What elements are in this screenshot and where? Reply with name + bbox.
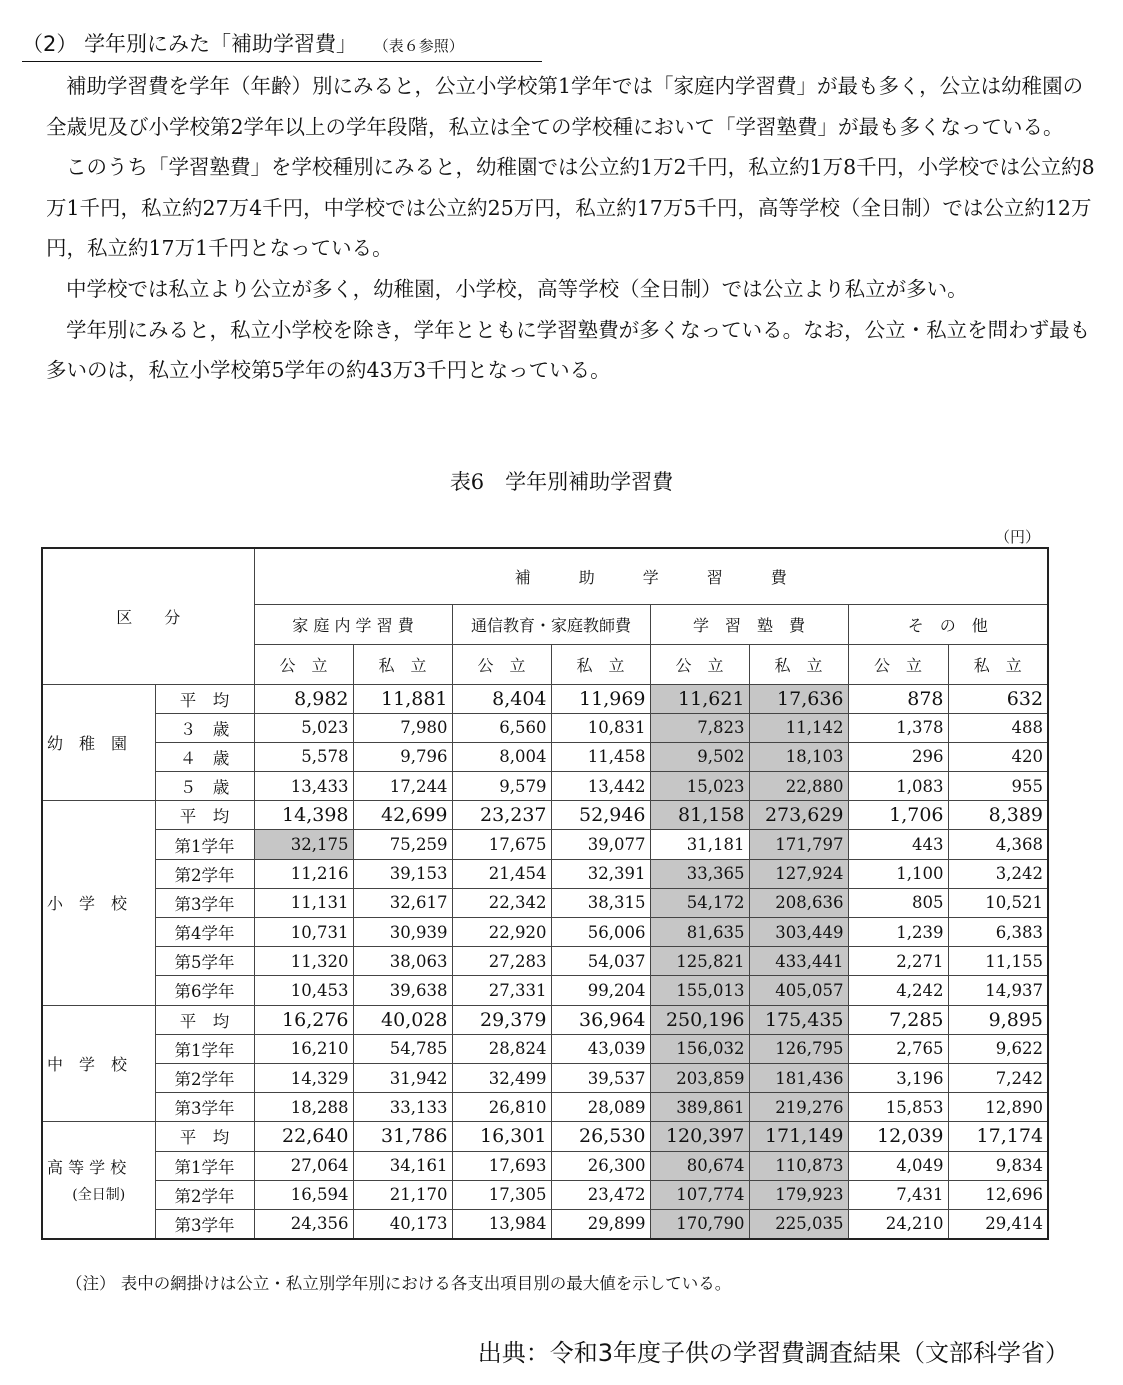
- value-cell: 1,239: [848, 918, 948, 947]
- value-cell: 1,706: [848, 801, 948, 830]
- school-type-label: [42, 684, 155, 801]
- value-cell: 296: [848, 742, 948, 771]
- value-cell: 11,320: [254, 947, 353, 976]
- value-cell: 10,731: [254, 918, 353, 947]
- value-cell: 6,560: [452, 713, 551, 742]
- value-cell: 27,064: [254, 1151, 353, 1180]
- value-cell: 9,895: [948, 1005, 1048, 1034]
- value-cell: 14,329: [254, 1063, 353, 1092]
- table-row: [42, 947, 1048, 976]
- value-cell: 433,441: [749, 947, 848, 976]
- value-cell: 4,368: [948, 830, 1048, 859]
- value-cell: 26,300: [551, 1151, 650, 1180]
- school-type-label: [42, 1122, 155, 1239]
- value-cell: 12,039: [848, 1122, 948, 1151]
- private-header: 私 立: [948, 644, 1048, 684]
- value-cell: 14,937: [948, 976, 1048, 1005]
- value-cell: 1,083: [848, 772, 948, 801]
- value-cell: 5,578: [254, 742, 353, 771]
- value-cell: 31,786: [353, 1122, 452, 1151]
- value-cell: 40,173: [353, 1209, 452, 1238]
- value-cell: 5,023: [254, 713, 353, 742]
- value-cell: 36,964: [551, 1005, 650, 1034]
- value-cell: 16,210: [254, 1034, 353, 1063]
- division-header: 区 分: [42, 548, 254, 684]
- value-cell: 9,834: [948, 1151, 1048, 1180]
- value-cell: 54,785: [353, 1034, 452, 1063]
- value-cell: 9,502: [650, 742, 749, 771]
- value-cell: 13,433: [254, 772, 353, 801]
- value-cell: 443: [848, 830, 948, 859]
- value-cell: 171,149: [749, 1122, 848, 1151]
- value-cell: 42,699: [353, 801, 452, 830]
- value-cell: 878: [848, 684, 948, 713]
- row-label: ３ 歳: [155, 713, 254, 742]
- group-header: 補 助 学 習 費: [254, 548, 1048, 604]
- table-row: [42, 1063, 1048, 1092]
- value-cell: 11,216: [254, 859, 353, 888]
- value-cell: 32,391: [551, 859, 650, 888]
- row-label: 第3学年: [155, 888, 254, 917]
- value-cell: 13,442: [551, 772, 650, 801]
- value-cell: 31,181: [650, 830, 749, 859]
- value-cell: 11,969: [551, 684, 650, 713]
- table-row: [42, 1034, 1048, 1063]
- value-cell: 389,861: [650, 1093, 749, 1122]
- school-type-name: 高 等 学 校: [47, 1158, 127, 1178]
- value-cell: 28,824: [452, 1034, 551, 1063]
- value-cell: 16,276: [254, 1005, 353, 1034]
- value-cell: 39,638: [353, 976, 452, 1005]
- private-header: 私 立: [551, 644, 650, 684]
- table-row: [42, 742, 1048, 771]
- value-cell: 56,006: [551, 918, 650, 947]
- table-row: [42, 1093, 1048, 1122]
- average-row: [42, 1005, 1048, 1034]
- row-label: 第4学年: [155, 918, 254, 947]
- value-cell: 75,259: [353, 830, 452, 859]
- value-cell: 81,635: [650, 918, 749, 947]
- table-row: [42, 918, 1048, 947]
- category-header: そ の 他: [848, 604, 1048, 644]
- heading-ref: （表６参照）: [373, 37, 464, 55]
- public-header: 公 立: [650, 644, 749, 684]
- value-cell: 488: [948, 713, 1048, 742]
- value-cell: 15,023: [650, 772, 749, 801]
- value-cell: 29,899: [551, 1209, 650, 1238]
- heading-title: 学年別にみた「補助学習費」: [84, 32, 358, 56]
- row-label: 第2学年: [155, 1063, 254, 1092]
- value-cell: 155,013: [650, 976, 749, 1005]
- value-cell: 26,810: [452, 1093, 551, 1122]
- school-type-name: 中 学 校: [47, 1054, 128, 1074]
- source-citation: 出典：令和3年度子供の学習費調査結果（文部科学省）: [477, 1339, 1069, 1367]
- value-cell: 9,622: [948, 1034, 1048, 1063]
- value-cell: 10,521: [948, 888, 1048, 917]
- value-cell: 8,404: [452, 684, 551, 713]
- value-cell: 17,305: [452, 1180, 551, 1209]
- value-cell: 54,172: [650, 888, 749, 917]
- table-row: [42, 713, 1048, 742]
- value-cell: 11,142: [749, 713, 848, 742]
- value-cell: 27,283: [452, 947, 551, 976]
- value-cell: 219,276: [749, 1093, 848, 1122]
- value-cell: 9,579: [452, 772, 551, 801]
- value-cell: 15,853: [848, 1093, 948, 1122]
- average-row: [42, 801, 1048, 830]
- value-cell: 8,982: [254, 684, 353, 713]
- value-cell: 11,881: [353, 684, 452, 713]
- table-body: [42, 684, 1048, 1239]
- school-type-name: 小 学 校: [47, 894, 128, 914]
- average-row: [42, 1122, 1048, 1151]
- value-cell: 2,765: [848, 1034, 948, 1063]
- value-cell: 80,674: [650, 1151, 749, 1180]
- row-label: 第1学年: [155, 830, 254, 859]
- value-cell: 22,920: [452, 918, 551, 947]
- table-row: [42, 772, 1048, 801]
- value-cell: 10,453: [254, 976, 353, 1005]
- value-cell: 17,244: [353, 772, 452, 801]
- value-cell: 17,174: [948, 1122, 1048, 1151]
- value-cell: 23,472: [551, 1180, 650, 1209]
- value-cell: 120,397: [650, 1122, 749, 1151]
- paragraph: 学年別にみると，私立小学校を除き，学年とともに学習塾費が多くなっている。なお，公立・私立を問わず最も多いのは，私立小学校第5学年の約43万3千円となっている。: [46, 317, 1091, 383]
- value-cell: 81,158: [650, 801, 749, 830]
- category-header: 通信教育・家庭教師費: [452, 604, 650, 644]
- value-cell: 127,924: [749, 859, 848, 888]
- value-cell: 39,537: [551, 1063, 650, 1092]
- category-header: 学 習 塾 費: [650, 604, 848, 644]
- value-cell: 27,331: [452, 976, 551, 1005]
- value-cell: 2,271: [848, 947, 948, 976]
- private-header: 私 立: [353, 644, 452, 684]
- value-cell: 17,636: [749, 684, 848, 713]
- row-label: 第5学年: [155, 947, 254, 976]
- value-cell: 405,057: [749, 976, 848, 1005]
- value-cell: 3,196: [848, 1063, 948, 1092]
- table-row: [42, 830, 1048, 859]
- value-cell: 250,196: [650, 1005, 749, 1034]
- value-cell: 955: [948, 772, 1048, 801]
- private-header: 私 立: [749, 644, 848, 684]
- value-cell: 40,028: [353, 1005, 452, 1034]
- table-row: [42, 859, 1048, 888]
- row-label: 平 均: [155, 1005, 254, 1034]
- school-type-name: 幼 稚 園: [47, 733, 128, 753]
- value-cell: 22,640: [254, 1122, 353, 1151]
- value-cell: 24,210: [848, 1209, 948, 1238]
- value-cell: 18,103: [749, 742, 848, 771]
- row-label: 平 均: [155, 801, 254, 830]
- row-label: 平 均: [155, 1122, 254, 1151]
- value-cell: 1,100: [848, 859, 948, 888]
- school-type-label: [42, 1005, 155, 1122]
- value-cell: 33,365: [650, 859, 749, 888]
- row-label: 第2学年: [155, 1180, 254, 1209]
- value-cell: 26,530: [551, 1122, 650, 1151]
- value-cell: 170,790: [650, 1209, 749, 1238]
- value-cell: 16,594: [254, 1180, 353, 1209]
- value-cell: 32,175: [254, 830, 353, 859]
- value-cell: 13,984: [452, 1209, 551, 1238]
- row-label: 第1学年: [155, 1034, 254, 1063]
- value-cell: 33,133: [353, 1093, 452, 1122]
- public-header: 公 立: [254, 644, 353, 684]
- value-cell: 303,449: [749, 918, 848, 947]
- value-cell: 29,414: [948, 1209, 1048, 1238]
- table-row: [42, 1209, 1048, 1238]
- average-row: [42, 684, 1048, 713]
- value-cell: 11,131: [254, 888, 353, 917]
- value-cell: 179,923: [749, 1180, 848, 1209]
- value-cell: 28,089: [551, 1093, 650, 1122]
- section-heading: [22, 28, 542, 62]
- value-cell: 7,242: [948, 1063, 1048, 1092]
- school-type-label: [42, 801, 155, 1005]
- value-cell: 420: [948, 742, 1048, 771]
- value-cell: 32,617: [353, 888, 452, 917]
- value-cell: 99,204: [551, 976, 650, 1005]
- table-unit: （円）: [994, 528, 1040, 546]
- value-cell: 203,859: [650, 1063, 749, 1092]
- public-header: 公 立: [848, 644, 948, 684]
- value-cell: 8,004: [452, 742, 551, 771]
- value-cell: 175,435: [749, 1005, 848, 1034]
- value-cell: 10,831: [551, 713, 650, 742]
- value-cell: 8,389: [948, 801, 1048, 830]
- row-label: 第3学年: [155, 1093, 254, 1122]
- paragraph: このうち「学習塾費」を学校種別にみると，幼稚園では公立約1万2千円，私立約1万8千円，小学校では公立約8万1千円，私立約27万4千円，中学校では公立約25万円，私立約17万5千円，高等学校（全日制）では公立約12万円，私立約17万1千円となっている。: [46, 155, 1095, 261]
- value-cell: 32,499: [452, 1063, 551, 1092]
- row-label: 第3学年: [155, 1209, 254, 1238]
- value-cell: 21,170: [353, 1180, 452, 1209]
- table-row: [42, 1151, 1048, 1180]
- value-cell: 39,153: [353, 859, 452, 888]
- value-cell: 34,161: [353, 1151, 452, 1180]
- value-cell: 11,621: [650, 684, 749, 713]
- row-label: 第1学年: [155, 1151, 254, 1180]
- value-cell: 31,942: [353, 1063, 452, 1092]
- public-header: 公 立: [452, 644, 551, 684]
- value-cell: 43,039: [551, 1034, 650, 1063]
- paragraph: 中学校では私立より公立が多く，幼稚園，小学校，高等学校（全日制）では公立より私立が多い。: [66, 276, 968, 301]
- table-caption: 表6 学年別補助学習費: [449, 470, 674, 494]
- value-cell: 29,379: [452, 1005, 551, 1034]
- value-cell: 18,288: [254, 1093, 353, 1122]
- row-label: ５ 歳: [155, 772, 254, 801]
- table-row: [42, 888, 1048, 917]
- value-cell: 107,774: [650, 1180, 749, 1209]
- table-row: [42, 976, 1048, 1005]
- row-label: 平 均: [155, 684, 254, 713]
- value-cell: 52,946: [551, 801, 650, 830]
- value-cell: 7,823: [650, 713, 749, 742]
- value-cell: 6,383: [948, 918, 1048, 947]
- value-cell: 110,873: [749, 1151, 848, 1180]
- value-cell: 632: [948, 684, 1048, 713]
- table-row: [42, 1180, 1048, 1209]
- value-cell: 125,821: [650, 947, 749, 976]
- table-note: （注） 表中の網掛けは公立・私立別学年別における各支出項目別の最大値を示している。: [66, 1274, 732, 1293]
- value-cell: 30,939: [353, 918, 452, 947]
- value-cell: 24,356: [254, 1209, 353, 1238]
- value-cell: 805: [848, 888, 948, 917]
- row-label: ４ 歳: [155, 742, 254, 771]
- value-cell: 22,880: [749, 772, 848, 801]
- value-cell: 273,629: [749, 801, 848, 830]
- value-cell: 4,242: [848, 976, 948, 1005]
- row-label: 第6学年: [155, 976, 254, 1005]
- value-cell: 4,049: [848, 1151, 948, 1180]
- value-cell: 22,342: [452, 888, 551, 917]
- value-cell: 38,063: [353, 947, 452, 976]
- value-cell: 11,458: [551, 742, 650, 771]
- value-cell: 126,795: [749, 1034, 848, 1063]
- value-cell: 171,797: [749, 830, 848, 859]
- value-cell: 16,301: [452, 1122, 551, 1151]
- paragraph: 補助学習費を学年（年齢）別にみると，公立小学校第1学年では「家庭内学習費」が最も多く，公立は幼稚園の全歳児及び小学校第2学年以上の学年段階，私立は全ての学校種において「学習塾費」が最も多くなっている。: [46, 74, 1084, 139]
- expenses-table: [41, 547, 1049, 1240]
- value-cell: 14,398: [254, 801, 353, 830]
- value-cell: 3,242: [948, 859, 1048, 888]
- value-cell: 208,636: [749, 888, 848, 917]
- value-cell: 11,155: [948, 947, 1048, 976]
- school-type-subname: (全日制): [72, 1187, 126, 1204]
- value-cell: 181,436: [749, 1063, 848, 1092]
- value-cell: 1,378: [848, 713, 948, 742]
- value-cell: 7,285: [848, 1005, 948, 1034]
- value-cell: 17,675: [452, 830, 551, 859]
- value-cell: 23,237: [452, 801, 551, 830]
- heading-number: （2）: [22, 32, 78, 56]
- value-cell: 54,037: [551, 947, 650, 976]
- value-cell: 225,035: [749, 1209, 848, 1238]
- value-cell: 12,696: [948, 1180, 1048, 1209]
- value-cell: 21,454: [452, 859, 551, 888]
- body-text: [46, 66, 1096, 391]
- category-header: 家 庭 内 学 習 費: [254, 604, 452, 644]
- value-cell: 39,077: [551, 830, 650, 859]
- value-cell: 156,032: [650, 1034, 749, 1063]
- value-cell: 17,693: [452, 1151, 551, 1180]
- value-cell: 38,315: [551, 888, 650, 917]
- value-cell: 7,431: [848, 1180, 948, 1209]
- value-cell: 12,890: [948, 1093, 1048, 1122]
- value-cell: 9,796: [353, 742, 452, 771]
- row-label: 第2学年: [155, 859, 254, 888]
- value-cell: 7,980: [353, 713, 452, 742]
